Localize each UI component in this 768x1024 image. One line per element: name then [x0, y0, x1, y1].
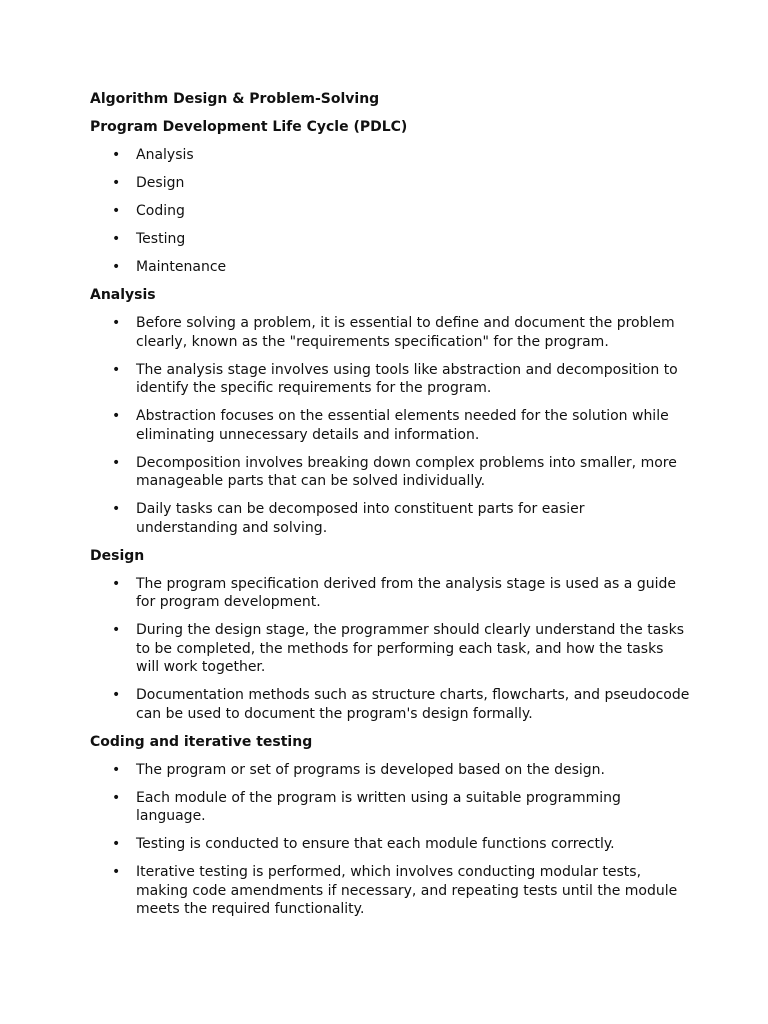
bullet-icon: • [112, 203, 121, 219]
bullet-list [90, 575, 690, 724]
list-item [90, 686, 690, 723]
list-item-text: Maintenance [136, 259, 227, 275]
list-item-text: Daily tasks can be decomposed into constituent parts for easier understanding and solving. [136, 501, 585, 536]
list-item-text: Each module of the program is written using a suitable programming language. [136, 789, 621, 824]
list-item [90, 407, 690, 444]
section-heading: Program Development Life Cycle (PDLC) [90, 119, 408, 135]
list-item-text: Testing is conducted to ensure that each module functions correctly. [136, 836, 615, 852]
document-page [90, 90, 690, 928]
list-item [90, 863, 690, 919]
bullet-icon: • [112, 622, 121, 638]
list-item-text: During the design stage, the programmer should clearly understand the tasks to be completed, the methods for performing each task, and how the tasks will work together. [136, 622, 684, 675]
list-item-text: Iterative testing is performed, which involves conducting modular tests, making code amendments if necessary, and repeating tests until the module meets the required functionality. [136, 864, 678, 917]
list-item [90, 314, 690, 351]
list-item-text: The program or set of programs is developed based on the design. [136, 761, 606, 778]
list-item-text: Abstraction focuses on the essential elements needed for the solution while eliminating unnecessary details and information. [136, 408, 669, 443]
bullet-list [90, 761, 690, 919]
list-item [90, 621, 690, 677]
list-item [90, 146, 690, 165]
list-item [90, 761, 690, 780]
bullet-icon: • [112, 836, 121, 852]
bullet-icon: • [112, 315, 121, 331]
list-item [90, 789, 690, 826]
section-heading: Coding and iterative testing [90, 733, 313, 750]
list-item [90, 230, 690, 249]
list-item [90, 454, 690, 491]
list-item-text: Decomposition involves breaking down complex problems into smaller, more manageable parts that can be solved individually. [136, 454, 677, 489]
list-item [90, 575, 690, 612]
list-item-text: Documentation methods such as structure charts, flowcharts, and pseudocode can be used to document the program's design formally. [136, 687, 690, 722]
bullet-icon: • [112, 575, 121, 592]
bullet-icon: • [112, 175, 121, 191]
list-item [90, 174, 690, 193]
list-item-text: The program specification derived from the analysis stage is used as a guide for program development. [136, 575, 676, 610]
list-item [90, 835, 690, 854]
list-item [90, 361, 690, 398]
list-item [90, 202, 690, 221]
list-item-text: The analysis stage involves using tools like abstraction and decomposition to identify the specific requirements for the program. [136, 361, 678, 396]
bullet-icon: • [112, 361, 121, 378]
document-sections [90, 118, 690, 919]
bullet-icon: • [112, 259, 121, 275]
section-heading: Design [90, 547, 145, 564]
bullet-icon: • [112, 147, 121, 163]
bullet-list [90, 314, 690, 537]
bullet-icon: • [112, 231, 121, 247]
bullet-list [90, 146, 690, 277]
bullet-icon: • [112, 761, 121, 778]
list-item-text: Design [136, 175, 185, 191]
section-heading: Analysis [90, 287, 156, 303]
list-item [90, 500, 690, 537]
bullet-icon: • [112, 864, 121, 880]
bullet-icon: • [112, 454, 121, 471]
bullet-icon: • [112, 789, 121, 806]
bullet-icon: • [112, 408, 121, 424]
list-item [90, 258, 690, 277]
bullet-icon: • [112, 501, 121, 517]
list-item-text: Analysis [136, 147, 194, 163]
document-title: Algorithm Design & Problem-Solving [90, 91, 380, 107]
list-item-text: Before solving a problem, it is essential to define and document the problem clearly, known as the "requirements specification" for the program. [136, 315, 675, 350]
bullet-icon: • [112, 687, 121, 703]
list-item-text: Coding [136, 203, 185, 219]
list-item-text: Testing [136, 231, 186, 247]
